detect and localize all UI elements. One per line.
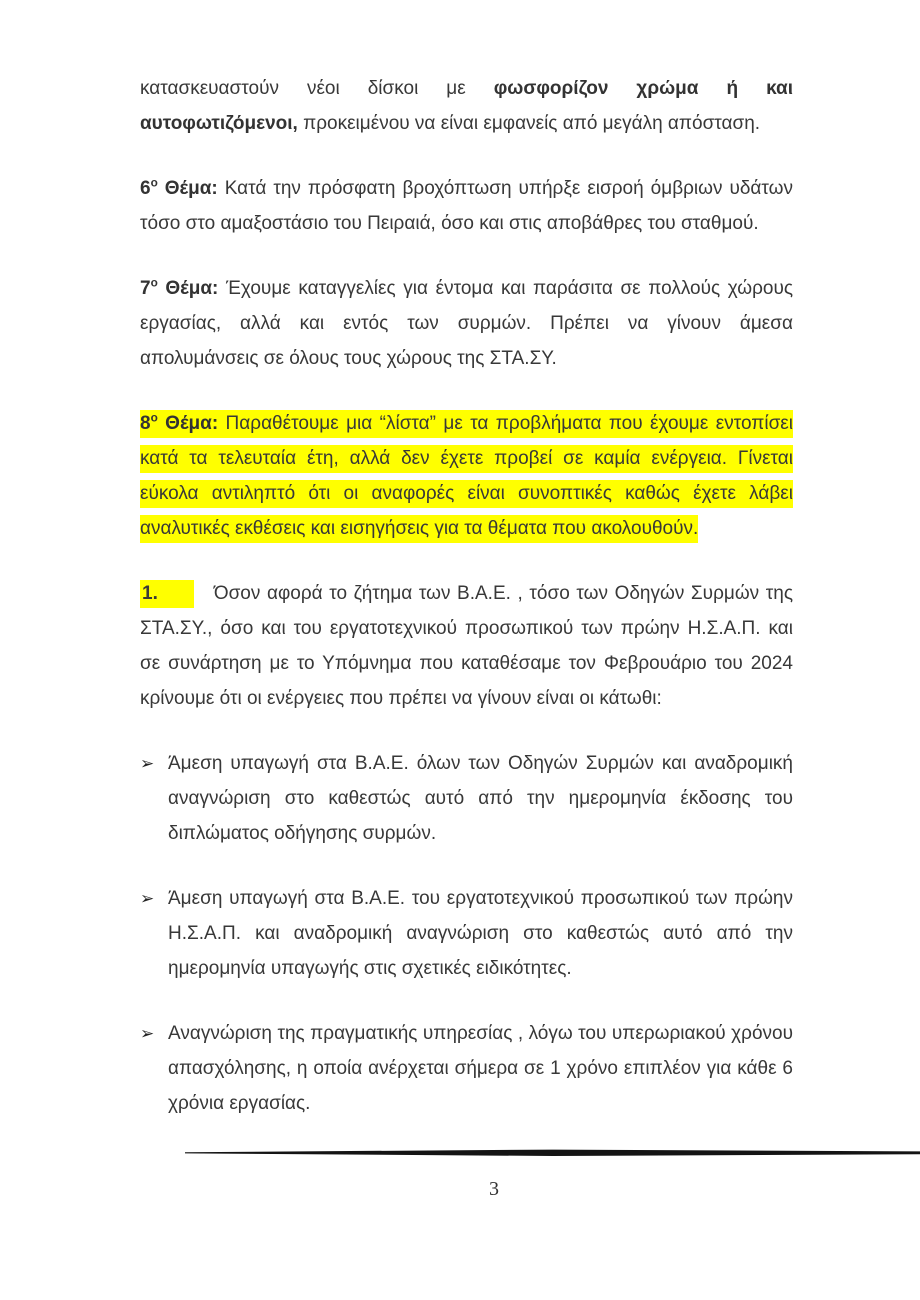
topic-8-text: Παραθέτουμε μια “λίστα” με τα προβλήματα που έχουμε εντοπίσει κατά τα τελευταία έτη, αλλά δεν έχετε προβεί σε καμία ενέργεια. Γίνεται εύκολα αντιληπτό ότι οι αναφορές είναι συνοπτικές καθώς έχετε λάβει αναλυτικές εκθέσεις και εισηγήσεις για τα θέματα που ακολουθούν. [140,413,793,539]
bullet-item-3-text: Αναγνώριση της πραγματικής υπηρεσίας , λόγω του υπερωριακού χρόνου απασχόλησης, η οποία ανέρχεται σήμερα σε 1 χρόνο επιπλέον για κάθε 6 χρόνια εργασίας. [168,1023,793,1114]
intro-text-post: προκειμένου να είναι εμφανείς από μεγάλη απόσταση. [297,113,761,134]
bullet-item-2-text: Άμεση υπαγωγή στα Β.Α.Ε. του εργατοτεχνικού προσωπικού των πρώην Η.Σ.Α.Π. και αναδρομική αναγνώριση στο καθεστώς αυτό από την ημερομηνία υπαγωγής στις σχετικές ειδικότητες. [168,888,793,979]
bullet-item-2 [140,881,793,986]
topic-8-number: 8 [140,413,151,434]
topic-7-heading [140,278,218,299]
intro-text-bold: φωσφορίζον χρώμα ή και αυτοφωτιζόμενοι, [140,78,793,134]
topic-8-paragraph [140,406,793,546]
footer-divider-line [185,1149,920,1157]
page-number: 3 [489,1178,499,1200]
arrow-bullet-icon: ➢ [140,889,155,908]
bullet-item-1-text: Άμεση υπαγωγή στα Β.Α.Ε. όλων των Οδηγών Συρμών και αναδρομική αναγνώριση στο καθεστώς αυτό από την ημερομηνία έκδοσης του διπλώματος οδήγησης συρμών. [168,753,793,844]
topic-7-label: Θέμα: [157,278,219,299]
topic-6-text: Κατά την πρόσφατη βροχόπτωση υπήρξε εισροή όμβριων υδάτων τόσο στο αμαξοστάσιο του Πειραιά, όσο και στις αποβάθρες του σταθμού. [140,178,793,234]
topic-8-heading [140,413,218,434]
topic-7-number: 7 [140,278,151,299]
numbered-item-text: Όσον αφορά το ζήτημα των Β.Α.Ε. , τόσο των Οδηγών Συρμών της ΣΤΑ.ΣΥ., όσο και του εργατοτεχνικού προσωπικού των πρώην Η.Σ.Α.Π. και σε συνάρτηση με το Υπόμνημα που καταθέσαμε τον Φεβρουάριο του 2024 κρίνουμε ότι οι ενέργειες που πρέπει να γίνουν είναι οι κάτωθι: [140,583,793,709]
topic-6-ordinal: ο [150,176,158,190]
intro-text-pre: κατασκευαστούν νέοι δίσκοι με [140,78,494,99]
topic-8-highlighted-run [140,410,793,543]
topic-8-label: Θέμα: [157,413,219,434]
topic-6-number: 6 [140,178,151,199]
topic-7-paragraph [140,271,793,376]
numbered-item-paragraph [140,576,793,716]
intro-paragraph [140,71,793,141]
topic-7-ordinal: ο [150,276,158,290]
topic-6-label: Θέμα: [157,178,218,199]
arrow-bullet-icon: ➢ [140,754,155,773]
bullet-item-3 [140,1016,793,1121]
arrow-bullet-icon: ➢ [140,1024,155,1043]
topic-7-text: Έχουμε καταγγελίες για έντομα και παράσιτα σε πολλούς χώρους εργασίας, αλλά και εντός των συρμών. Πρέπει να γίνουν άμεσα απολυμάνσεις σε όλους τους χώρους της ΣΤΑ.ΣΥ. [140,278,793,369]
bullet-item-1 [140,746,793,851]
topic-8-ordinal: ο [150,411,158,425]
topic-6-paragraph [140,171,793,241]
numbered-item-marker: 1. [140,580,194,608]
document-body [140,71,793,1151]
topic-6-heading [140,178,218,199]
